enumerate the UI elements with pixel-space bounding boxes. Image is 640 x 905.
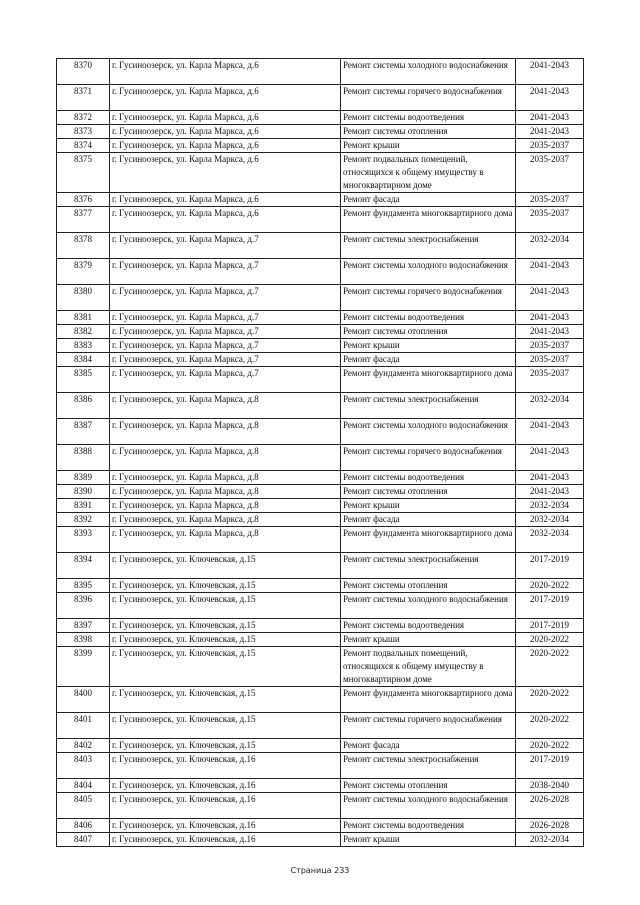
table-row [57, 325, 584, 339]
row-number-cell: 8388 [57, 445, 110, 471]
table-row [57, 553, 584, 579]
table-row [57, 471, 584, 485]
row-number-cell: 8391 [57, 499, 110, 513]
address-cell: г. Гусиноозерск, ул. Ключевская, д.15 [110, 579, 341, 593]
period-cell: 2041-2043 [516, 311, 584, 325]
table-row [57, 193, 584, 207]
period-cell: 2032-2034 [516, 233, 584, 259]
row-number-cell: 8394 [57, 553, 110, 579]
address-cell: г. Гусиноозерск, ул. Ключевская, д.16 [110, 793, 341, 819]
table-row [57, 153, 584, 193]
address-cell: г. Гусиноозерск, ул. Ключевская, д.15 [110, 687, 341, 713]
work-type-cell: Ремонт системы водоотведения [341, 819, 516, 833]
table-row [57, 593, 584, 619]
table-row [57, 579, 584, 593]
work-type-cell: Ремонт системы электроснабжения [341, 553, 516, 579]
address-cell: г. Гусиноозерск, ул. Карла Маркса, д.6 [110, 207, 341, 233]
work-type-cell: Ремонт системы горячего водоснабжения [341, 85, 516, 111]
table-row [57, 619, 584, 633]
period-cell: 2041-2043 [516, 59, 584, 85]
work-type-cell: Ремонт системы отопления [341, 779, 516, 793]
address-cell: г. Гусиноозерск, ул. Карла Маркса, д.8 [110, 445, 341, 471]
table-row [57, 259, 584, 285]
work-type-cell: Ремонт подвальных помещений, относящихся к общему имуществу в многоквартирном доме [341, 153, 516, 193]
row-number-cell: 8377 [57, 207, 110, 233]
address-cell: г. Гусиноозерск, ул. Ключевская, д.16 [110, 753, 341, 779]
work-type-cell: Ремонт крыши [341, 339, 516, 353]
period-cell: 2041-2043 [516, 325, 584, 339]
address-cell: г. Гусиноозерск, ул. Карла Маркса, д.7 [110, 353, 341, 367]
address-cell: г. Гусиноозерск, ул. Карла Маркса, д.7 [110, 367, 341, 393]
table-row [57, 125, 584, 139]
work-type-cell: Ремонт системы отопления [341, 325, 516, 339]
work-type-cell: Ремонт системы водоотведения [341, 111, 516, 125]
address-cell: г. Гусиноозерск, ул. Карла Маркса, д.8 [110, 499, 341, 513]
address-cell: г. Гусиноозерск, ул. Карла Маркса, д.6 [110, 85, 341, 111]
row-number-cell: 8401 [57, 713, 110, 739]
work-type-cell: Ремонт системы горячего водоснабжения [341, 285, 516, 311]
table-row [57, 419, 584, 445]
address-cell: г. Гусиноозерск, ул. Ключевская, д.15 [110, 593, 341, 619]
address-cell: г. Гусиноозерск, ул. Карла Маркса, д.7 [110, 259, 341, 285]
table-row [57, 445, 584, 471]
work-type-cell: Ремонт системы холодного водоснабжения [341, 793, 516, 819]
address-cell: г. Гусиноозерск, ул. Карла Маркса, д.7 [110, 285, 341, 311]
address-cell: г. Гусиноозерск, ул. Карла Маркса, д.6 [110, 59, 341, 85]
table-row [57, 753, 584, 779]
row-number-cell: 8393 [57, 527, 110, 553]
work-type-cell: Ремонт фундамента многоквартирного дома [341, 527, 516, 553]
period-cell: 2041-2043 [516, 419, 584, 445]
address-cell: г. Гусиноозерск, ул. Карла Маркса, д.7 [110, 311, 341, 325]
period-cell: 2041-2043 [516, 485, 584, 499]
row-number-cell: 8384 [57, 353, 110, 367]
table-row [57, 633, 584, 647]
page-number: Страница 233 [290, 866, 350, 875]
row-number-cell: 8385 [57, 367, 110, 393]
address-cell: г. Гусиноозерск, ул. Ключевская, д.15 [110, 647, 341, 687]
address-cell: г. Гусиноозерск, ул. Карла Маркса, д.8 [110, 393, 341, 419]
address-cell: г. Гусиноозерск, ул. Карла Маркса, д.7 [110, 339, 341, 353]
period-cell: 2038-2040 [516, 779, 584, 793]
row-number-cell: 8381 [57, 311, 110, 325]
address-cell: г. Гусиноозерск, ул. Карла Маркса, д.8 [110, 485, 341, 499]
row-number-cell: 8376 [57, 193, 110, 207]
table-row [57, 485, 584, 499]
work-type-cell: Ремонт фундамента многоквартирного дома [341, 207, 516, 233]
address-cell: г. Гусиноозерск, ул. Ключевская, д.16 [110, 833, 341, 847]
address-cell: г. Гусиноозерск, ул. Карла Маркса, д.6 [110, 153, 341, 193]
work-type-cell: Ремонт системы отопления [341, 485, 516, 499]
row-number-cell: 8387 [57, 419, 110, 445]
table-row [57, 59, 584, 85]
row-number-cell: 8396 [57, 593, 110, 619]
address-cell: г. Гусиноозерск, ул. Карла Маркса, д.8 [110, 419, 341, 445]
table-row [57, 687, 584, 713]
period-cell: 2017-2019 [516, 593, 584, 619]
table-row [57, 739, 584, 753]
work-type-cell: Ремонт системы электроснабжения [341, 393, 516, 419]
row-number-cell: 8375 [57, 153, 110, 193]
period-cell: 2041-2043 [516, 445, 584, 471]
repair-schedule-table [56, 58, 584, 847]
work-type-cell: Ремонт системы холодного водоснабжения [341, 59, 516, 85]
work-type-cell: Ремонт системы холодного водоснабжения [341, 593, 516, 619]
address-cell: г. Гусиноозерск, ул. Карла Маркса, д.8 [110, 527, 341, 553]
row-number-cell: 8397 [57, 619, 110, 633]
table-row [57, 339, 584, 353]
row-number-cell: 8386 [57, 393, 110, 419]
table-row [57, 527, 584, 553]
work-type-cell: Ремонт фасада [341, 739, 516, 753]
address-cell: г. Гусиноозерск, ул. Карла Маркса, д.6 [110, 111, 341, 125]
document-page [56, 58, 584, 847]
table-row [57, 393, 584, 419]
work-type-cell: Ремонт системы водоотведения [341, 311, 516, 325]
work-type-cell: Ремонт системы отопления [341, 125, 516, 139]
row-number-cell: 8398 [57, 633, 110, 647]
work-type-cell: Ремонт системы электроснабжения [341, 753, 516, 779]
address-cell: г. Гусиноозерск, ул. Карла Маркса, д.6 [110, 139, 341, 153]
period-cell: 2020-2022 [516, 713, 584, 739]
table-body [57, 59, 584, 847]
work-type-cell: Ремонт крыши [341, 499, 516, 513]
period-cell: 2020-2022 [516, 633, 584, 647]
row-number-cell: 8404 [57, 779, 110, 793]
table-row [57, 367, 584, 393]
period-cell: 2035-2037 [516, 153, 584, 193]
row-number-cell: 8382 [57, 325, 110, 339]
table-row [57, 233, 584, 259]
address-cell: г. Гусиноозерск, ул. Карла Маркса, д.8 [110, 471, 341, 485]
work-type-cell: Ремонт фасада [341, 353, 516, 367]
address-cell: г. Гусиноозерск, ул. Ключевская, д.15 [110, 553, 341, 579]
table-row [57, 647, 584, 687]
work-type-cell: Ремонт подвальных помещений, относящихся к общему имуществу в многоквартирном доме [341, 647, 516, 687]
work-type-cell: Ремонт фасада [341, 513, 516, 527]
row-number-cell: 8373 [57, 125, 110, 139]
period-cell: 2017-2019 [516, 553, 584, 579]
work-type-cell: Ремонт системы холодного водоснабжения [341, 419, 516, 445]
table-row [57, 833, 584, 847]
table-row [57, 713, 584, 739]
row-number-cell: 8399 [57, 647, 110, 687]
address-cell: г. Гусиноозерск, ул. Ключевская, д.16 [110, 819, 341, 833]
period-cell: 2020-2022 [516, 687, 584, 713]
address-cell: г. Гусиноозерск, ул. Карла Маркса, д.7 [110, 325, 341, 339]
work-type-cell: Ремонт системы горячего водоснабжения [341, 713, 516, 739]
period-cell: 2017-2019 [516, 619, 584, 633]
period-cell: 2035-2037 [516, 367, 584, 393]
table-row [57, 85, 584, 111]
table-row [57, 499, 584, 513]
address-cell: г. Гусиноозерск, ул. Ключевская, д.15 [110, 619, 341, 633]
address-cell: г. Гусиноозерск, ул. Карла Маркса, д.8 [110, 513, 341, 527]
row-number-cell: 8378 [57, 233, 110, 259]
period-cell: 2041-2043 [516, 111, 584, 125]
row-number-cell: 8380 [57, 285, 110, 311]
period-cell: 2041-2043 [516, 471, 584, 485]
table-row [57, 353, 584, 367]
work-type-cell: Ремонт системы отопления [341, 579, 516, 593]
table-row [57, 139, 584, 153]
period-cell: 2035-2037 [516, 207, 584, 233]
address-cell: г. Гусиноозерск, ул. Ключевская, д.15 [110, 633, 341, 647]
work-type-cell: Ремонт системы горячего водоснабжения [341, 445, 516, 471]
address-cell: г. Гусиноозерск, ул. Ключевская, д.15 [110, 739, 341, 753]
period-cell: 2041-2043 [516, 259, 584, 285]
period-cell: 2020-2022 [516, 647, 584, 687]
period-cell: 2032-2034 [516, 393, 584, 419]
work-type-cell: Ремонт системы электроснабжения [341, 233, 516, 259]
table-row [57, 819, 584, 833]
address-cell: г. Гусиноозерск, ул. Ключевская, д.16 [110, 779, 341, 793]
work-type-cell: Ремонт системы водоотведения [341, 619, 516, 633]
row-number-cell: 8395 [57, 579, 110, 593]
period-cell: 2041-2043 [516, 85, 584, 111]
period-cell: 2017-2019 [516, 753, 584, 779]
work-type-cell: Ремонт фундамента многоквартирного дома [341, 367, 516, 393]
period-cell: 2032-2034 [516, 833, 584, 847]
row-number-cell: 8390 [57, 485, 110, 499]
row-number-cell: 8370 [57, 59, 110, 85]
address-cell: г. Гусиноозерск, ул. Карла Маркса, д.6 [110, 193, 341, 207]
period-cell: 2035-2037 [516, 339, 584, 353]
table-row [57, 111, 584, 125]
row-number-cell: 8406 [57, 819, 110, 833]
period-cell: 2026-2028 [516, 793, 584, 819]
period-cell: 2032-2034 [516, 513, 584, 527]
address-cell: г. Гусиноозерск, ул. Карла Маркса, д.7 [110, 233, 341, 259]
period-cell: 2041-2043 [516, 285, 584, 311]
table-row [57, 793, 584, 819]
row-number-cell: 8400 [57, 687, 110, 713]
work-type-cell: Ремонт системы водоотведения [341, 471, 516, 485]
work-type-cell: Ремонт фундамента многоквартирного дома [341, 687, 516, 713]
row-number-cell: 8402 [57, 739, 110, 753]
work-type-cell: Ремонт крыши [341, 139, 516, 153]
period-cell: 2020-2022 [516, 739, 584, 753]
work-type-cell: Ремонт крыши [341, 633, 516, 647]
row-number-cell: 8403 [57, 753, 110, 779]
table-row [57, 207, 584, 233]
row-number-cell: 8374 [57, 139, 110, 153]
row-number-cell: 8371 [57, 85, 110, 111]
period-cell: 2020-2022 [516, 579, 584, 593]
period-cell: 2035-2037 [516, 139, 584, 153]
table-row [57, 513, 584, 527]
row-number-cell: 8389 [57, 471, 110, 485]
row-number-cell: 8392 [57, 513, 110, 527]
table-row [57, 285, 584, 311]
work-type-cell: Ремонт крыши [341, 833, 516, 847]
work-type-cell: Ремонт фасада [341, 193, 516, 207]
row-number-cell: 8383 [57, 339, 110, 353]
row-number-cell: 8407 [57, 833, 110, 847]
work-type-cell: Ремонт системы холодного водоснабжения [341, 259, 516, 285]
period-cell: 2026-2028 [516, 819, 584, 833]
period-cell: 2035-2037 [516, 193, 584, 207]
table-row [57, 311, 584, 325]
period-cell: 2041-2043 [516, 125, 584, 139]
period-cell: 2032-2034 [516, 499, 584, 513]
row-number-cell: 8372 [57, 111, 110, 125]
period-cell: 2035-2037 [516, 353, 584, 367]
period-cell: 2032-2034 [516, 527, 584, 553]
row-number-cell: 8379 [57, 259, 110, 285]
address-cell: г. Гусиноозерск, ул. Ключевская, д.15 [110, 713, 341, 739]
table-row [57, 779, 584, 793]
address-cell: г. Гусиноозерск, ул. Карла Маркса, д.6 [110, 125, 341, 139]
row-number-cell: 8405 [57, 793, 110, 819]
